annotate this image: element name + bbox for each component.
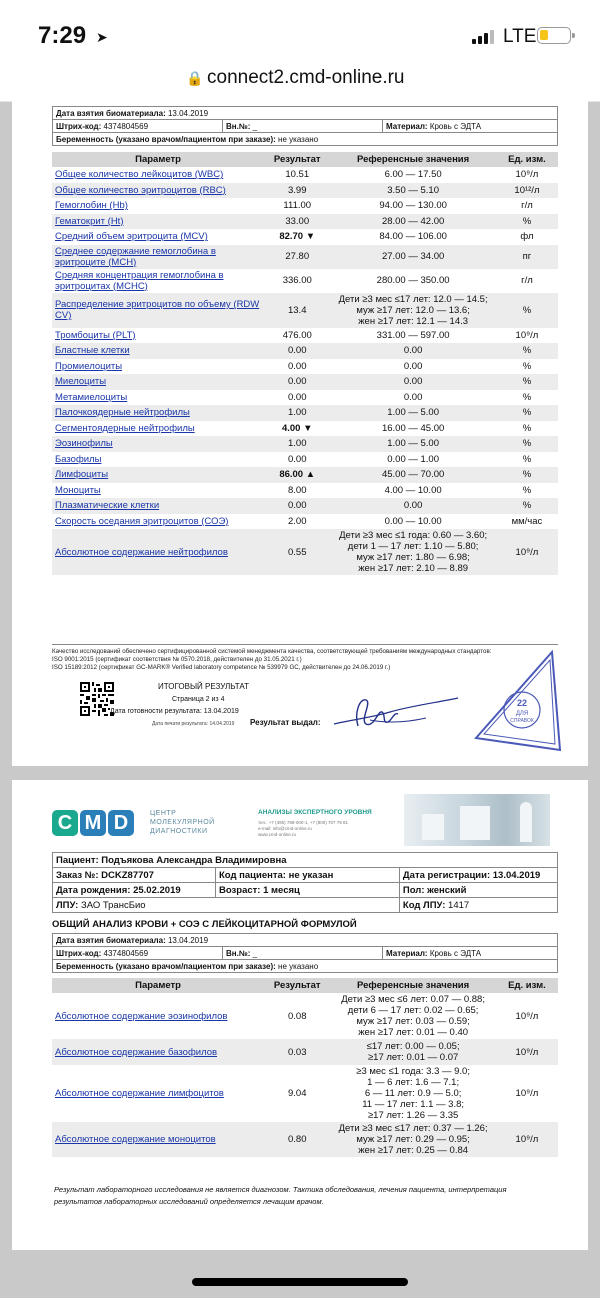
unit: % <box>496 374 558 390</box>
param-link[interactable]: Сегментоядерные нейтрофилы <box>52 421 264 437</box>
param-link[interactable]: Палочкоядерные нейтрофилы <box>52 405 264 421</box>
result-value: 10.51 <box>264 167 330 183</box>
qr-code-icon[interactable] <box>80 682 114 716</box>
table-row <box>52 229 558 245</box>
unit: 10⁹/л <box>496 993 558 1039</box>
param-link[interactable]: Промиелоциты <box>52 359 264 375</box>
param-link[interactable]: Средняя концентрация гемоглобина в эритроцитах (MCHC) <box>52 269 264 293</box>
result-value: 0.03 <box>264 1039 330 1065</box>
param-link[interactable]: Миелоциты <box>52 374 264 390</box>
unit: мм/час <box>496 514 558 530</box>
table-row <box>52 245 558 269</box>
table-row <box>52 1065 558 1122</box>
unit: 10⁹/л <box>496 167 558 183</box>
result-value: 0.55 <box>264 529 330 575</box>
result-value: 4.00 ▼ <box>264 421 330 437</box>
reference-range: Дети ≥3 мес ≤17 лет: 0.37 — 1.26; муж ≥17 лет: 0.29 — 0.95; жен ≥17 лет: 0.25 — 0.84 <box>330 1122 496 1157</box>
table-row <box>52 529 558 575</box>
clock: 7:29 <box>38 22 87 49</box>
unit: % <box>496 467 558 483</box>
table-row <box>52 498 558 514</box>
lab-photo <box>404 794 550 846</box>
logo-letter: D <box>108 810 134 836</box>
param-link[interactable]: Бластные клетки <box>52 343 264 359</box>
table-row <box>52 390 558 406</box>
report-title: ОБЩИЙ АНАЛИЗ КРОВИ + СОЭ С ЛЕЙКОЦИТАРНОЙ ФОРМУЛОЙ <box>52 919 357 930</box>
issued-by-label: Результат выдал: <box>250 718 321 727</box>
cmd-logo <box>52 810 134 836</box>
address-bar[interactable] <box>0 60 600 102</box>
table-row <box>52 343 558 359</box>
unit: % <box>496 421 558 437</box>
unit: г/л <box>496 269 558 293</box>
unit: % <box>496 390 558 406</box>
param-link[interactable]: Метамиелоциты <box>52 390 264 406</box>
reference-range: 6.00 — 17.50 <box>330 167 496 183</box>
unit: % <box>496 483 558 499</box>
unit: 10⁹/л <box>496 1122 558 1157</box>
home-indicator[interactable] <box>192 1278 408 1286</box>
param-link[interactable]: Абсолютное содержание лимфоцитов <box>52 1065 264 1122</box>
reference-range: Дети ≥3 мес ≤17 лет: 12.0 — 14.5; муж ≥17 лет: 12.0 — 13.6; жен ≥17 лет: 12.1 — 14.3 <box>330 293 496 328</box>
table-row <box>52 214 558 230</box>
table-row <box>52 467 558 483</box>
result-value: 2.00 <box>264 514 330 530</box>
unit: фл <box>496 229 558 245</box>
col-unit: Ед. изм. <box>496 152 558 167</box>
reference-range: 0.00 — 1.00 <box>330 452 496 468</box>
param-link[interactable]: Среднее содержание гемоглобина в эритроците (MCH) <box>52 245 264 269</box>
param-link[interactable]: Тромбоциты (PLT) <box>52 328 264 344</box>
reference-range: 0.00 <box>330 374 496 390</box>
param-link[interactable]: Средний объем эритроцита (MCV) <box>52 229 264 245</box>
sample-meta-table: Дата взятия биоматериала: 13.04.2019 Штрих-код: 4374804569 Вн.№: _ Материал: Кровь с ЭДТА Беременность (указано врачом/пациентом при заказе): не указано <box>52 933 558 973</box>
logo-subtitle: ЦЕНТР МОЛЕКУЛЯРНОЙ ДИАГНОСТИКИ <box>150 810 215 835</box>
unit: % <box>496 498 558 514</box>
result-value: 0.00 <box>264 359 330 375</box>
signal-icon <box>472 30 494 44</box>
unit: % <box>496 359 558 375</box>
unit: 10⁹/л <box>496 1065 558 1122</box>
param-link[interactable]: Лимфоциты <box>52 467 264 483</box>
results-table <box>52 152 558 575</box>
page-number: Страница 2 из 4 <box>172 696 225 703</box>
unit: 10⁹/л <box>496 328 558 344</box>
param-link[interactable]: Абсолютное содержание эозинофилов <box>52 993 264 1039</box>
unit: % <box>496 405 558 421</box>
contacts: тел.: +7 (495) 788-000-1, +7 (800) 707 79 81 e-mail: info@cmd-online.ru www.cmd-online.ru <box>258 820 349 837</box>
reference-range: 84.00 — 106.00 <box>330 229 496 245</box>
patient-table: Пациент: Подъякова Александра Владимировна Заказ №: DCKZ87707 Код пациента: не указан Дата регистрации: 13.04.2019 Дата рождения: 25.02.2019 Возраст: 1 месяц Пол: женский ЛПУ: ЗАО ТрансБио Код ЛПУ: 1417 <box>52 852 558 913</box>
col-result: Результат <box>264 152 330 167</box>
table-row <box>52 993 558 1039</box>
reference-range: 16.00 — 45.00 <box>330 421 496 437</box>
reference-range: ≥3 мес ≤1 года: 3.3 — 9.0; 1 — 6 лет: 1.6 — 7.1; 6 — 11 лет: 0.9 — 5.0; 11 — 17 лет: 1.1 — 3.8; ≥17 лет: 1.26 — 3.35 <box>330 1065 496 1122</box>
unit: % <box>496 343 558 359</box>
disclaimer: Результат лабораторного исследования не является диагнозом. Тактика обследования, лечения пациента, интерпретация результатов лабораторных исследований определяется лечащим врачом. <box>54 1185 507 1206</box>
reference-range: 331.00 — 597.00 <box>330 328 496 344</box>
param-link[interactable]: Гемоглобин (Hb) <box>52 198 264 214</box>
result-value: 336.00 <box>264 269 330 293</box>
col-ref: Референсные значения <box>330 978 496 993</box>
result-value: 0.00 <box>264 498 330 514</box>
param-link[interactable]: Плазматические клетки <box>52 498 264 514</box>
reference-range: 0.00 <box>330 343 496 359</box>
result-value: 0.00 <box>264 390 330 406</box>
report-page-1 <box>12 100 588 766</box>
reference-range: Дети ≥3 мес ≤6 лет: 0.07 — 0.88; дети 6 — 17 лет: 0.02 — 0.65; муж ≥17 лет: 0.03 — 0.59; жен ≥17 лет: 0.01 — 0.40 <box>330 993 496 1039</box>
unit: % <box>496 452 558 468</box>
param-link[interactable]: Гематокрит (Ht) <box>52 214 264 230</box>
status-bar <box>0 0 600 60</box>
print-date: Дата печати результата: 14.04.2019 <box>152 721 235 727</box>
param-link[interactable]: Абсолютное содержание моноцитов <box>52 1122 264 1157</box>
result-value: 476.00 <box>264 328 330 344</box>
reference-range: 94.00 — 130.00 <box>330 198 496 214</box>
unit: % <box>496 436 558 452</box>
result-value: 0.08 <box>264 993 330 1039</box>
table-row <box>52 359 558 375</box>
param-link[interactable]: Общее количество эритроцитов (RBC) <box>52 183 264 199</box>
result-value: 0.00 <box>264 343 330 359</box>
result-value: 0.00 <box>264 452 330 468</box>
svg-text:СПРАВОК: СПРАВОК <box>510 718 534 724</box>
battery-icon <box>537 27 571 44</box>
result-value: 86.00 ▲ <box>264 467 330 483</box>
result-value: 1.00 <box>264 436 330 452</box>
unit: % <box>496 214 558 230</box>
reference-range: ≤17 лет: 0.00 — 0.05; ≥17 лет: 0.01 — 0.07 <box>330 1039 496 1065</box>
reference-range: 27.00 — 34.00 <box>330 245 496 269</box>
logo-letter: M <box>80 810 106 836</box>
reference-range: 0.00 <box>330 359 496 375</box>
param-link[interactable]: Моноциты <box>52 483 264 499</box>
svg-text:22: 22 <box>516 698 528 708</box>
reference-range: 28.00 — 42.00 <box>330 214 496 230</box>
logo-letter: C <box>52 810 78 836</box>
col-param: Параметр <box>52 978 264 993</box>
result-value: 27.80 <box>264 245 330 269</box>
url-text[interactable]: connect2.cmd-online.ru <box>207 67 405 88</box>
table-row <box>52 293 558 328</box>
table-row <box>52 328 558 344</box>
table-row <box>52 514 558 530</box>
result-value: 0.80 <box>264 1122 330 1157</box>
table-row <box>52 374 558 390</box>
svg-text:ДЛЯ: ДЛЯ <box>515 711 529 717</box>
table-row <box>52 183 558 199</box>
table-row <box>52 167 558 183</box>
unit: 10¹²/л <box>496 183 558 199</box>
unit: г/л <box>496 198 558 214</box>
table-row <box>52 436 558 452</box>
reference-range: 0.00 <box>330 390 496 406</box>
result-value: 3.99 <box>264 183 330 199</box>
table-row <box>52 269 558 293</box>
lab-stamp-image <box>472 650 562 754</box>
reference-range: 45.00 — 70.00 <box>330 467 496 483</box>
col-ref: Референсные значения <box>330 152 496 167</box>
param-link[interactable]: Абсолютное содержание базофилов <box>52 1039 264 1065</box>
signature-image <box>330 690 460 732</box>
results-table <box>52 978 558 1157</box>
result-value: 82.70 ▼ <box>264 229 330 245</box>
param-link[interactable]: Эозинофилы <box>52 436 264 452</box>
report-page-2 <box>12 780 588 1250</box>
result-value: 8.00 <box>264 483 330 499</box>
unit: 10⁹/л <box>496 529 558 575</box>
unit: % <box>496 293 558 328</box>
location-arrow-icon: ➤ <box>96 29 108 45</box>
result-value: 33.00 <box>264 214 330 230</box>
reference-range: Дети ≥3 мес ≤1 года: 0.60 — 3.60; дети 1 — 17 лет: 1.10 — 5.80; муж ≥17 лет: 1.80 — 6.98; жен ≥17 лет: 2.10 — 8.89 <box>330 529 496 575</box>
param-link[interactable]: Общее количество лейкоцитов (WBC) <box>52 167 264 183</box>
col-param: Параметр <box>52 152 264 167</box>
table-row <box>52 452 558 468</box>
table-row <box>52 405 558 421</box>
table-row <box>52 198 558 214</box>
tagline: АНАЛИЗЫ ЭКСПЕРТНОГО УРОВНЯ <box>258 809 372 816</box>
final-result-label: ИТОГОВЫЙ РЕЗУЛЬТАТ <box>158 682 249 691</box>
quality-statement: Качество исследований обеспечено сертифицированной системой менеджмента качества, соответствующей требованиям международных стандартов: ISO 9001:2015 (сертификат соответствия № 0570.2018, действителен до 31.05.2021 г.) ISO 15189:2012 (сертификат GC-MARK® Verified laboratory competence № 539979 GC, действителен до 24.06.2019 г.) <box>52 644 558 672</box>
lock-icon: 🔒 <box>186 70 204 86</box>
col-unit: Ед. изм. <box>496 978 558 993</box>
result-value: 111.00 <box>264 198 330 214</box>
reference-range: 280.00 — 350.00 <box>330 269 496 293</box>
result-value: 9.04 <box>264 1065 330 1122</box>
result-value: 13.4 <box>264 293 330 328</box>
reference-range: 1.00 — 5.00 <box>330 436 496 452</box>
unit: 10⁹/л <box>496 1039 558 1065</box>
reference-range: 0.00 — 10.00 <box>330 514 496 530</box>
reference-range: 0.00 <box>330 498 496 514</box>
param-link[interactable]: Распределение эритроцитов по объему (RDW CV) <box>52 293 264 328</box>
reference-range: 4.00 — 10.00 <box>330 483 496 499</box>
reference-range: 3.50 — 5.10 <box>330 183 496 199</box>
param-link[interactable]: Базофилы <box>52 452 264 468</box>
ready-date: Дата готовности результата: 13.04.2019 <box>110 708 239 715</box>
sample-meta-table: Дата взятия биоматериала: 13.04.2019 Штрих-код: 4374804569 Вн.№: _ Материал: Кровь с ЭДТА Беременность (указано врачом/пациентом при заказе): не указано <box>52 106 558 146</box>
param-link[interactable]: Абсолютное содержание нейтрофилов <box>52 529 264 575</box>
table-row <box>52 483 558 499</box>
param-link[interactable]: Скорость оседания эритроцитов (СОЭ) <box>52 514 264 530</box>
table-row <box>52 421 558 437</box>
result-value: 0.00 <box>264 374 330 390</box>
network-type: LTE <box>503 26 537 47</box>
unit: пг <box>496 245 558 269</box>
table-row <box>52 1039 558 1065</box>
reference-range: 1.00 — 5.00 <box>330 405 496 421</box>
result-value: 1.00 <box>264 405 330 421</box>
table-row <box>52 1122 558 1157</box>
col-result: Результат <box>264 978 330 993</box>
